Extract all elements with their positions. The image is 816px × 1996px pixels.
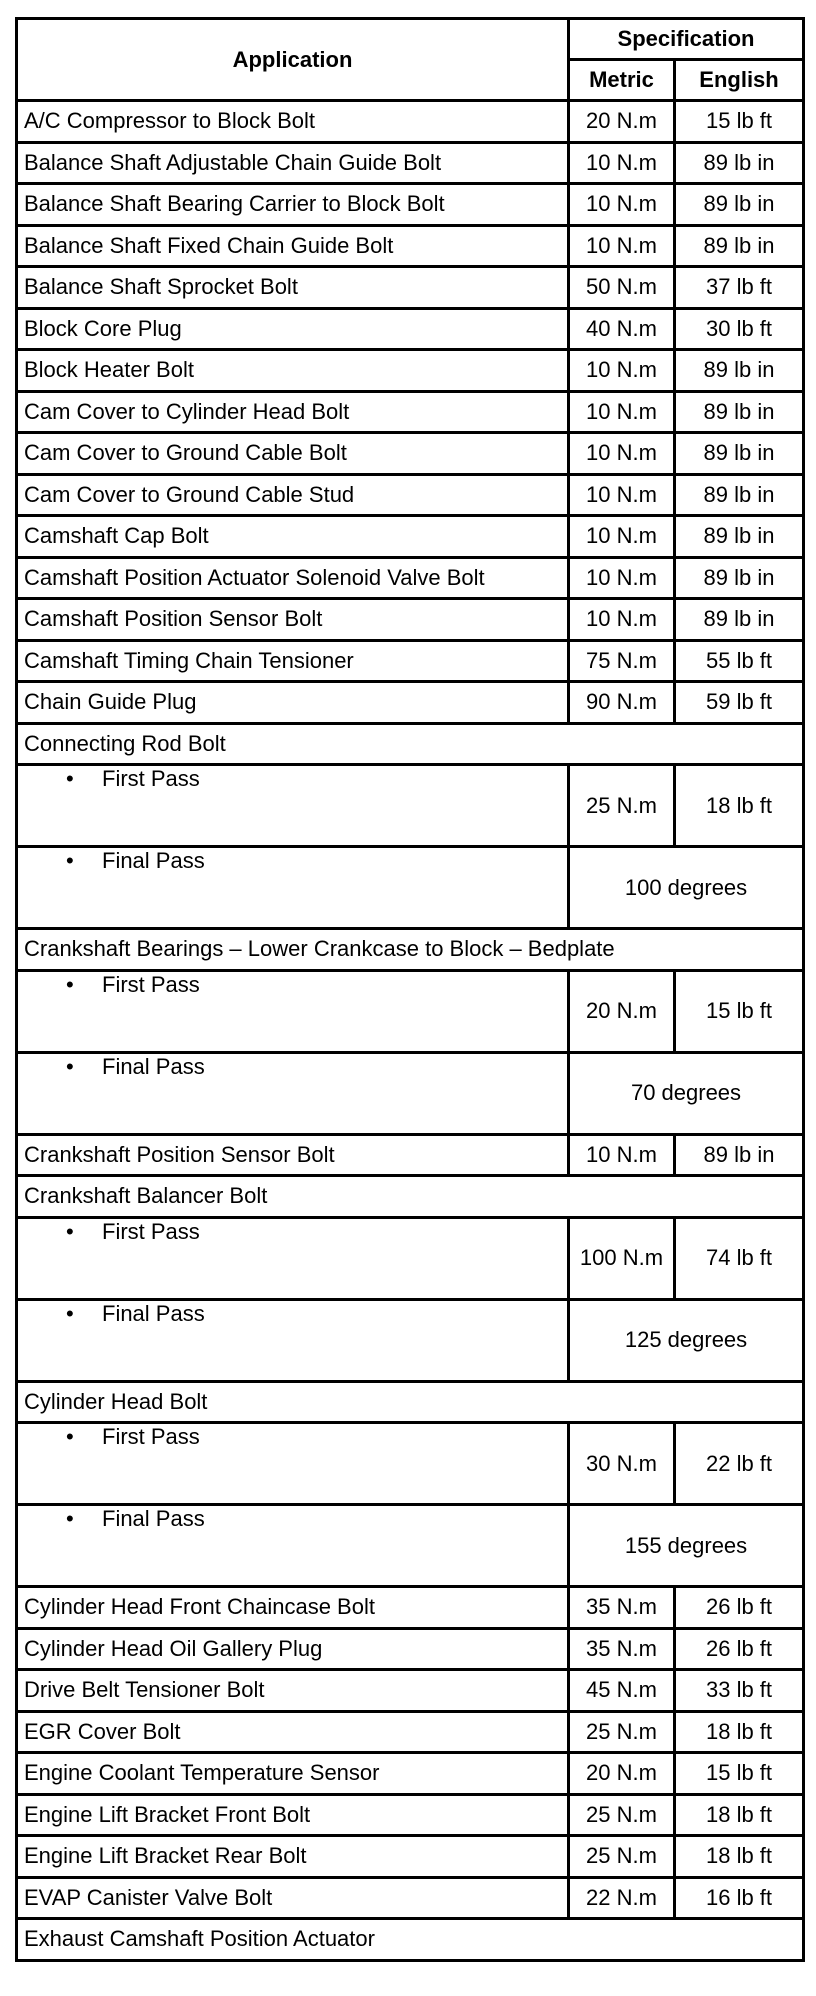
group-application-cell: Crankshaft Bearings – Lower Crankcase to Block – Bedplate xyxy=(17,929,804,971)
metric-value: 45 N.m xyxy=(569,1670,675,1712)
spec-row xyxy=(17,1794,804,1836)
pass-label: Final Pass xyxy=(102,1300,205,1326)
metric-value: 20 N.m xyxy=(569,1753,675,1795)
english-value: 18 lb ft xyxy=(675,1711,804,1753)
application-cell: Cylinder Head Oil Gallery Plug xyxy=(17,1628,569,1670)
group-application-cell: Exhaust Camshaft Position Actuator xyxy=(17,1919,804,1961)
spec-row xyxy=(17,516,804,558)
spec-row xyxy=(17,1670,804,1712)
group-header-row xyxy=(17,929,804,971)
application-cell: Camshaft Position Actuator Solenoid Valve Bolt xyxy=(17,557,569,599)
application-cell: Balance Shaft Adjustable Chain Guide Bolt xyxy=(17,142,569,184)
english-value: 15 lb ft xyxy=(675,101,804,143)
english-value: 89 lb in xyxy=(675,599,804,641)
application-cell: Engine Coolant Temperature Sensor xyxy=(17,1753,569,1795)
bullet-icon: • xyxy=(66,1506,74,1531)
bullet-icon: • xyxy=(66,1424,74,1449)
pass-row xyxy=(17,765,804,847)
metric-value: 35 N.m xyxy=(569,1628,675,1670)
application-cell: Drive Belt Tensioner Bolt xyxy=(17,1670,569,1712)
pass-label: Final Pass xyxy=(102,848,205,873)
english-value: 33 lb ft xyxy=(675,1670,804,1712)
english-value: 89 lb in xyxy=(675,433,804,475)
pass-label: Final Pass xyxy=(102,1053,205,1079)
application-cell: EGR Cover Bolt xyxy=(17,1711,569,1753)
english-value: 22 lb ft xyxy=(675,1423,804,1505)
spec-row xyxy=(17,1587,804,1629)
group-header-row xyxy=(17,1176,804,1218)
degree-value: 155 degrees xyxy=(569,1505,804,1587)
metric-value: 25 N.m xyxy=(569,765,675,847)
metric-value: 25 N.m xyxy=(569,1836,675,1878)
application-cell: Crankshaft Position Sensor Bolt xyxy=(17,1134,569,1176)
degree-row xyxy=(17,1505,804,1587)
english-value: 89 lb in xyxy=(675,474,804,516)
english-value: 89 lb in xyxy=(675,184,804,226)
metric-value: 10 N.m xyxy=(569,516,675,558)
spec-row xyxy=(17,557,804,599)
pass-label: First Pass xyxy=(102,1218,200,1244)
metric-value: 10 N.m xyxy=(569,142,675,184)
english-value: 30 lb ft xyxy=(675,308,804,350)
spec-row xyxy=(17,350,804,392)
pass-label: First Pass xyxy=(102,766,200,791)
english-value: 89 lb in xyxy=(675,225,804,267)
specification-header: Specification xyxy=(569,19,804,60)
spec-row xyxy=(17,1836,804,1878)
spec-row xyxy=(17,474,804,516)
english-value: 18 lb ft xyxy=(675,765,804,847)
english-value: 89 lb in xyxy=(675,1134,804,1176)
metric-value: 25 N.m xyxy=(569,1711,675,1753)
metric-header: Metric xyxy=(569,60,675,101)
application-cell: Engine Lift Bracket Front Bolt xyxy=(17,1794,569,1836)
application-cell: Cam Cover to Ground Cable Stud xyxy=(17,474,569,516)
pass-label: First Pass xyxy=(102,971,200,997)
english-value: 55 lb ft xyxy=(675,640,804,682)
metric-value: 10 N.m xyxy=(569,1134,675,1176)
metric-value: 10 N.m xyxy=(569,184,675,226)
english-value: 37 lb ft xyxy=(675,267,804,309)
bullet-icon: • xyxy=(66,1300,74,1326)
spec-row xyxy=(17,308,804,350)
group-application-cell: Connecting Rod Bolt xyxy=(17,723,804,765)
application-cell: Camshaft Position Sensor Bolt xyxy=(17,599,569,641)
english-value: 89 lb in xyxy=(675,350,804,392)
english-value: 59 lb ft xyxy=(675,682,804,724)
bullet-icon: • xyxy=(66,971,74,997)
pass-cell xyxy=(17,1299,569,1381)
spec-row xyxy=(17,1877,804,1919)
spec-row xyxy=(17,1628,804,1670)
pass-cell xyxy=(17,765,569,847)
spec-row xyxy=(17,101,804,143)
english-value: 26 lb ft xyxy=(675,1587,804,1629)
spec-row xyxy=(17,184,804,226)
metric-value: 10 N.m xyxy=(569,391,675,433)
application-cell: Camshaft Cap Bolt xyxy=(17,516,569,558)
metric-value: 50 N.m xyxy=(569,267,675,309)
application-cell: Cam Cover to Cylinder Head Bolt xyxy=(17,391,569,433)
english-value: 16 lb ft xyxy=(675,1877,804,1919)
metric-value: 35 N.m xyxy=(569,1587,675,1629)
spec-row xyxy=(17,433,804,475)
spec-row xyxy=(17,682,804,724)
metric-value: 40 N.m xyxy=(569,308,675,350)
english-value: 26 lb ft xyxy=(675,1628,804,1670)
metric-value: 10 N.m xyxy=(569,474,675,516)
english-value: 89 lb in xyxy=(675,142,804,184)
spec-row xyxy=(17,640,804,682)
pass-label: First Pass xyxy=(102,1424,200,1449)
application-cell: Cylinder Head Front Chaincase Bolt xyxy=(17,1587,569,1629)
spec-row xyxy=(17,225,804,267)
english-value: 15 lb ft xyxy=(675,970,804,1052)
pass-cell xyxy=(17,1505,569,1587)
english-value: 89 lb in xyxy=(675,516,804,558)
group-header-row xyxy=(17,1919,804,1961)
metric-value: 10 N.m xyxy=(569,350,675,392)
spec-row xyxy=(17,391,804,433)
bullet-icon: • xyxy=(66,1053,74,1079)
metric-value: 20 N.m xyxy=(569,970,675,1052)
metric-value: 10 N.m xyxy=(569,557,675,599)
application-cell: Balance Shaft Sprocket Bolt xyxy=(17,267,569,309)
english-value: 74 lb ft xyxy=(675,1217,804,1299)
english-value: 89 lb in xyxy=(675,391,804,433)
pass-cell xyxy=(17,847,569,929)
metric-value: 100 N.m xyxy=(569,1217,675,1299)
metric-value: 25 N.m xyxy=(569,1794,675,1836)
application-cell: Balance Shaft Bearing Carrier to Block Bolt xyxy=(17,184,569,226)
pass-row xyxy=(17,1217,804,1299)
metric-value: 20 N.m xyxy=(569,101,675,143)
application-cell: Engine Lift Bracket Rear Bolt xyxy=(17,1836,569,1878)
pass-row xyxy=(17,1423,804,1505)
degree-value: 125 degrees xyxy=(569,1299,804,1381)
pass-label: Final Pass xyxy=(102,1506,205,1531)
metric-value: 10 N.m xyxy=(569,225,675,267)
spec-row xyxy=(17,1711,804,1753)
header-row-top xyxy=(17,19,804,60)
pass-cell xyxy=(17,1052,569,1134)
english-value: 89 lb in xyxy=(675,557,804,599)
spec-row xyxy=(17,1753,804,1795)
metric-value: 90 N.m xyxy=(569,682,675,724)
application-cell: Camshaft Timing Chain Tensioner xyxy=(17,640,569,682)
english-header: English xyxy=(675,60,804,101)
spec-row xyxy=(17,599,804,641)
degree-row xyxy=(17,1299,804,1381)
pass-cell xyxy=(17,970,569,1052)
spec-row xyxy=(17,1134,804,1176)
degree-value: 70 degrees xyxy=(569,1052,804,1134)
english-value: 18 lb ft xyxy=(675,1794,804,1836)
application-cell: Block Heater Bolt xyxy=(17,350,569,392)
metric-value: 10 N.m xyxy=(569,433,675,475)
group-header-row xyxy=(17,1381,804,1423)
torque-spec-table xyxy=(15,17,805,1962)
pass-row xyxy=(17,970,804,1052)
spec-row xyxy=(17,142,804,184)
spec-row xyxy=(17,267,804,309)
degree-value: 100 degrees xyxy=(569,847,804,929)
metric-value: 75 N.m xyxy=(569,640,675,682)
application-cell: Cam Cover to Ground Cable Bolt xyxy=(17,433,569,475)
degree-row xyxy=(17,847,804,929)
group-header-row xyxy=(17,723,804,765)
application-cell: Block Core Plug xyxy=(17,308,569,350)
pass-cell xyxy=(17,1217,569,1299)
group-application-cell: Crankshaft Balancer Bolt xyxy=(17,1176,804,1218)
metric-value: 30 N.m xyxy=(569,1423,675,1505)
group-application-cell: Cylinder Head Bolt xyxy=(17,1381,804,1423)
metric-value: 10 N.m xyxy=(569,599,675,641)
application-cell: A/C Compressor to Block Bolt xyxy=(17,101,569,143)
application-header: Application xyxy=(17,19,569,101)
metric-value: 22 N.m xyxy=(569,1877,675,1919)
bullet-icon: • xyxy=(66,848,74,873)
spec-table-body xyxy=(17,101,804,1961)
degree-row xyxy=(17,1052,804,1134)
english-value: 18 lb ft xyxy=(675,1836,804,1878)
bullet-icon: • xyxy=(66,766,74,791)
application-cell: Chain Guide Plug xyxy=(17,682,569,724)
english-value: 15 lb ft xyxy=(675,1753,804,1795)
bullet-icon: • xyxy=(66,1218,74,1244)
pass-cell xyxy=(17,1423,569,1505)
application-cell: EVAP Canister Valve Bolt xyxy=(17,1877,569,1919)
application-cell: Balance Shaft Fixed Chain Guide Bolt xyxy=(17,225,569,267)
